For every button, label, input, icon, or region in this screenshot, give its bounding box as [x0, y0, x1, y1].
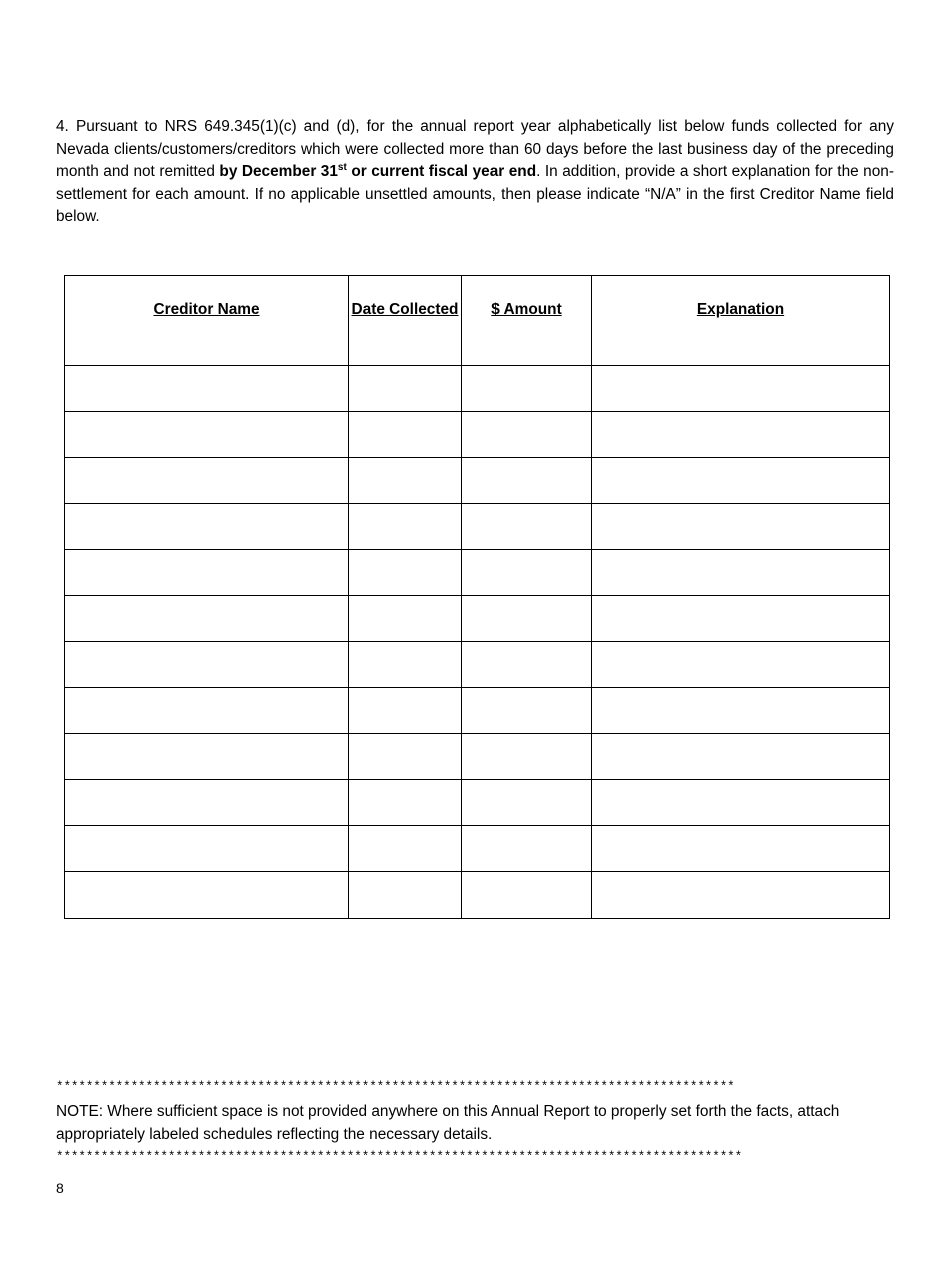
- amount-cell[interactable]: [462, 826, 592, 872]
- date-collected-cell[interactable]: [349, 688, 462, 734]
- creditor-name-cell[interactable]: [65, 458, 349, 504]
- table-row: [65, 826, 890, 872]
- header-creditor-name: Creditor Name: [65, 276, 349, 366]
- creditor-name-cell[interactable]: [65, 688, 349, 734]
- date-collected-cell[interactable]: [349, 458, 462, 504]
- amount-cell[interactable]: [462, 642, 592, 688]
- amount-cell[interactable]: [462, 504, 592, 550]
- amount-cell[interactable]: [462, 596, 592, 642]
- date-collected-cell[interactable]: [349, 734, 462, 780]
- header-date-collected: Date Collected: [349, 276, 462, 366]
- date-collected-cell[interactable]: [349, 596, 462, 642]
- date-collected-cell[interactable]: [349, 504, 462, 550]
- explanation-cell[interactable]: [592, 734, 890, 780]
- explanation-cell[interactable]: [592, 412, 890, 458]
- date-collected-cell[interactable]: [349, 826, 462, 872]
- table-row: [65, 734, 890, 780]
- question-lead-text: 4. Pursuant to NRS 649.345(1)(c) and (d), for the annual report year alphabetically list below funds collected for any Nevada clients/customers/creditors which were collected more than 60 days before the last business day of the preceding month and not remitted: [56, 118, 894, 181]
- unsettled-funds-table: [64, 275, 890, 919]
- creditor-name-cell[interactable]: [65, 412, 349, 458]
- table-row: [65, 642, 890, 688]
- amount-cell[interactable]: [462, 688, 592, 734]
- amount-cell[interactable]: [462, 412, 592, 458]
- page-number: 8: [56, 1180, 64, 1196]
- table-row: [65, 872, 890, 919]
- header-explanation: Explanation: [592, 276, 890, 366]
- table-row: [65, 780, 890, 826]
- date-collected-cell[interactable]: [349, 366, 462, 412]
- amount-cell[interactable]: [462, 780, 592, 826]
- explanation-cell[interactable]: [592, 780, 890, 826]
- explanation-cell[interactable]: [592, 366, 890, 412]
- explanation-cell[interactable]: [592, 504, 890, 550]
- table-row: [65, 412, 890, 458]
- table-row: [65, 458, 890, 504]
- amount-cell[interactable]: [462, 734, 592, 780]
- creditor-name-cell[interactable]: [65, 872, 349, 919]
- ordinal-suffix: st: [337, 162, 347, 174]
- header-amount: $ Amount: [462, 276, 592, 366]
- creditor-name-cell[interactable]: [65, 596, 349, 642]
- creditor-name-cell[interactable]: [65, 550, 349, 596]
- creditor-name-cell[interactable]: [65, 826, 349, 872]
- table-header-row: [65, 276, 890, 366]
- explanation-cell[interactable]: [592, 872, 890, 919]
- amount-cell[interactable]: [462, 458, 592, 504]
- deadline-text: by December 31st or current fiscal year end: [219, 162, 537, 181]
- amount-cell[interactable]: [462, 366, 592, 412]
- date-collected-cell[interactable]: [349, 550, 462, 596]
- date-collected-cell[interactable]: [349, 412, 462, 458]
- note-text: NOTE: Where sufficient space is not provided anywhere on this Annual Report to properly set forth the facts, attach appropriately labeled schedules reflecting the necessary details.: [56, 1103, 840, 1143]
- date-collected-cell[interactable]: [349, 642, 462, 688]
- explanation-cell[interactable]: [592, 826, 890, 872]
- explanation-cell[interactable]: [592, 550, 890, 596]
- separator-top: *******************************************************************************************: [56, 1080, 735, 1094]
- table-row: [65, 366, 890, 412]
- question-tail-text: . In addition, provide a short explanation for the non-settlement for each amount. If no applicable unsettled amounts, then please indicate “N/A” in the first Creditor Name field below.: [56, 163, 894, 226]
- explanation-cell[interactable]: [592, 458, 890, 504]
- amount-cell[interactable]: [462, 550, 592, 596]
- separator-bottom: ********************************************************************************************: [56, 1150, 743, 1164]
- creditor-name-cell[interactable]: [65, 366, 349, 412]
- creditor-name-cell[interactable]: [65, 642, 349, 688]
- table-row: [65, 688, 890, 734]
- date-collected-cell[interactable]: [349, 780, 462, 826]
- question-4-instructions: [56, 116, 894, 229]
- date-collected-cell[interactable]: [349, 872, 462, 919]
- creditor-name-cell[interactable]: [65, 780, 349, 826]
- explanation-cell[interactable]: [592, 688, 890, 734]
- explanation-cell[interactable]: [592, 642, 890, 688]
- creditor-name-cell[interactable]: [65, 504, 349, 550]
- table-row: [65, 596, 890, 642]
- table-row: [65, 504, 890, 550]
- explanation-cell[interactable]: [592, 596, 890, 642]
- creditor-name-cell[interactable]: [65, 734, 349, 780]
- amount-cell[interactable]: [462, 872, 592, 919]
- table-row: [65, 550, 890, 596]
